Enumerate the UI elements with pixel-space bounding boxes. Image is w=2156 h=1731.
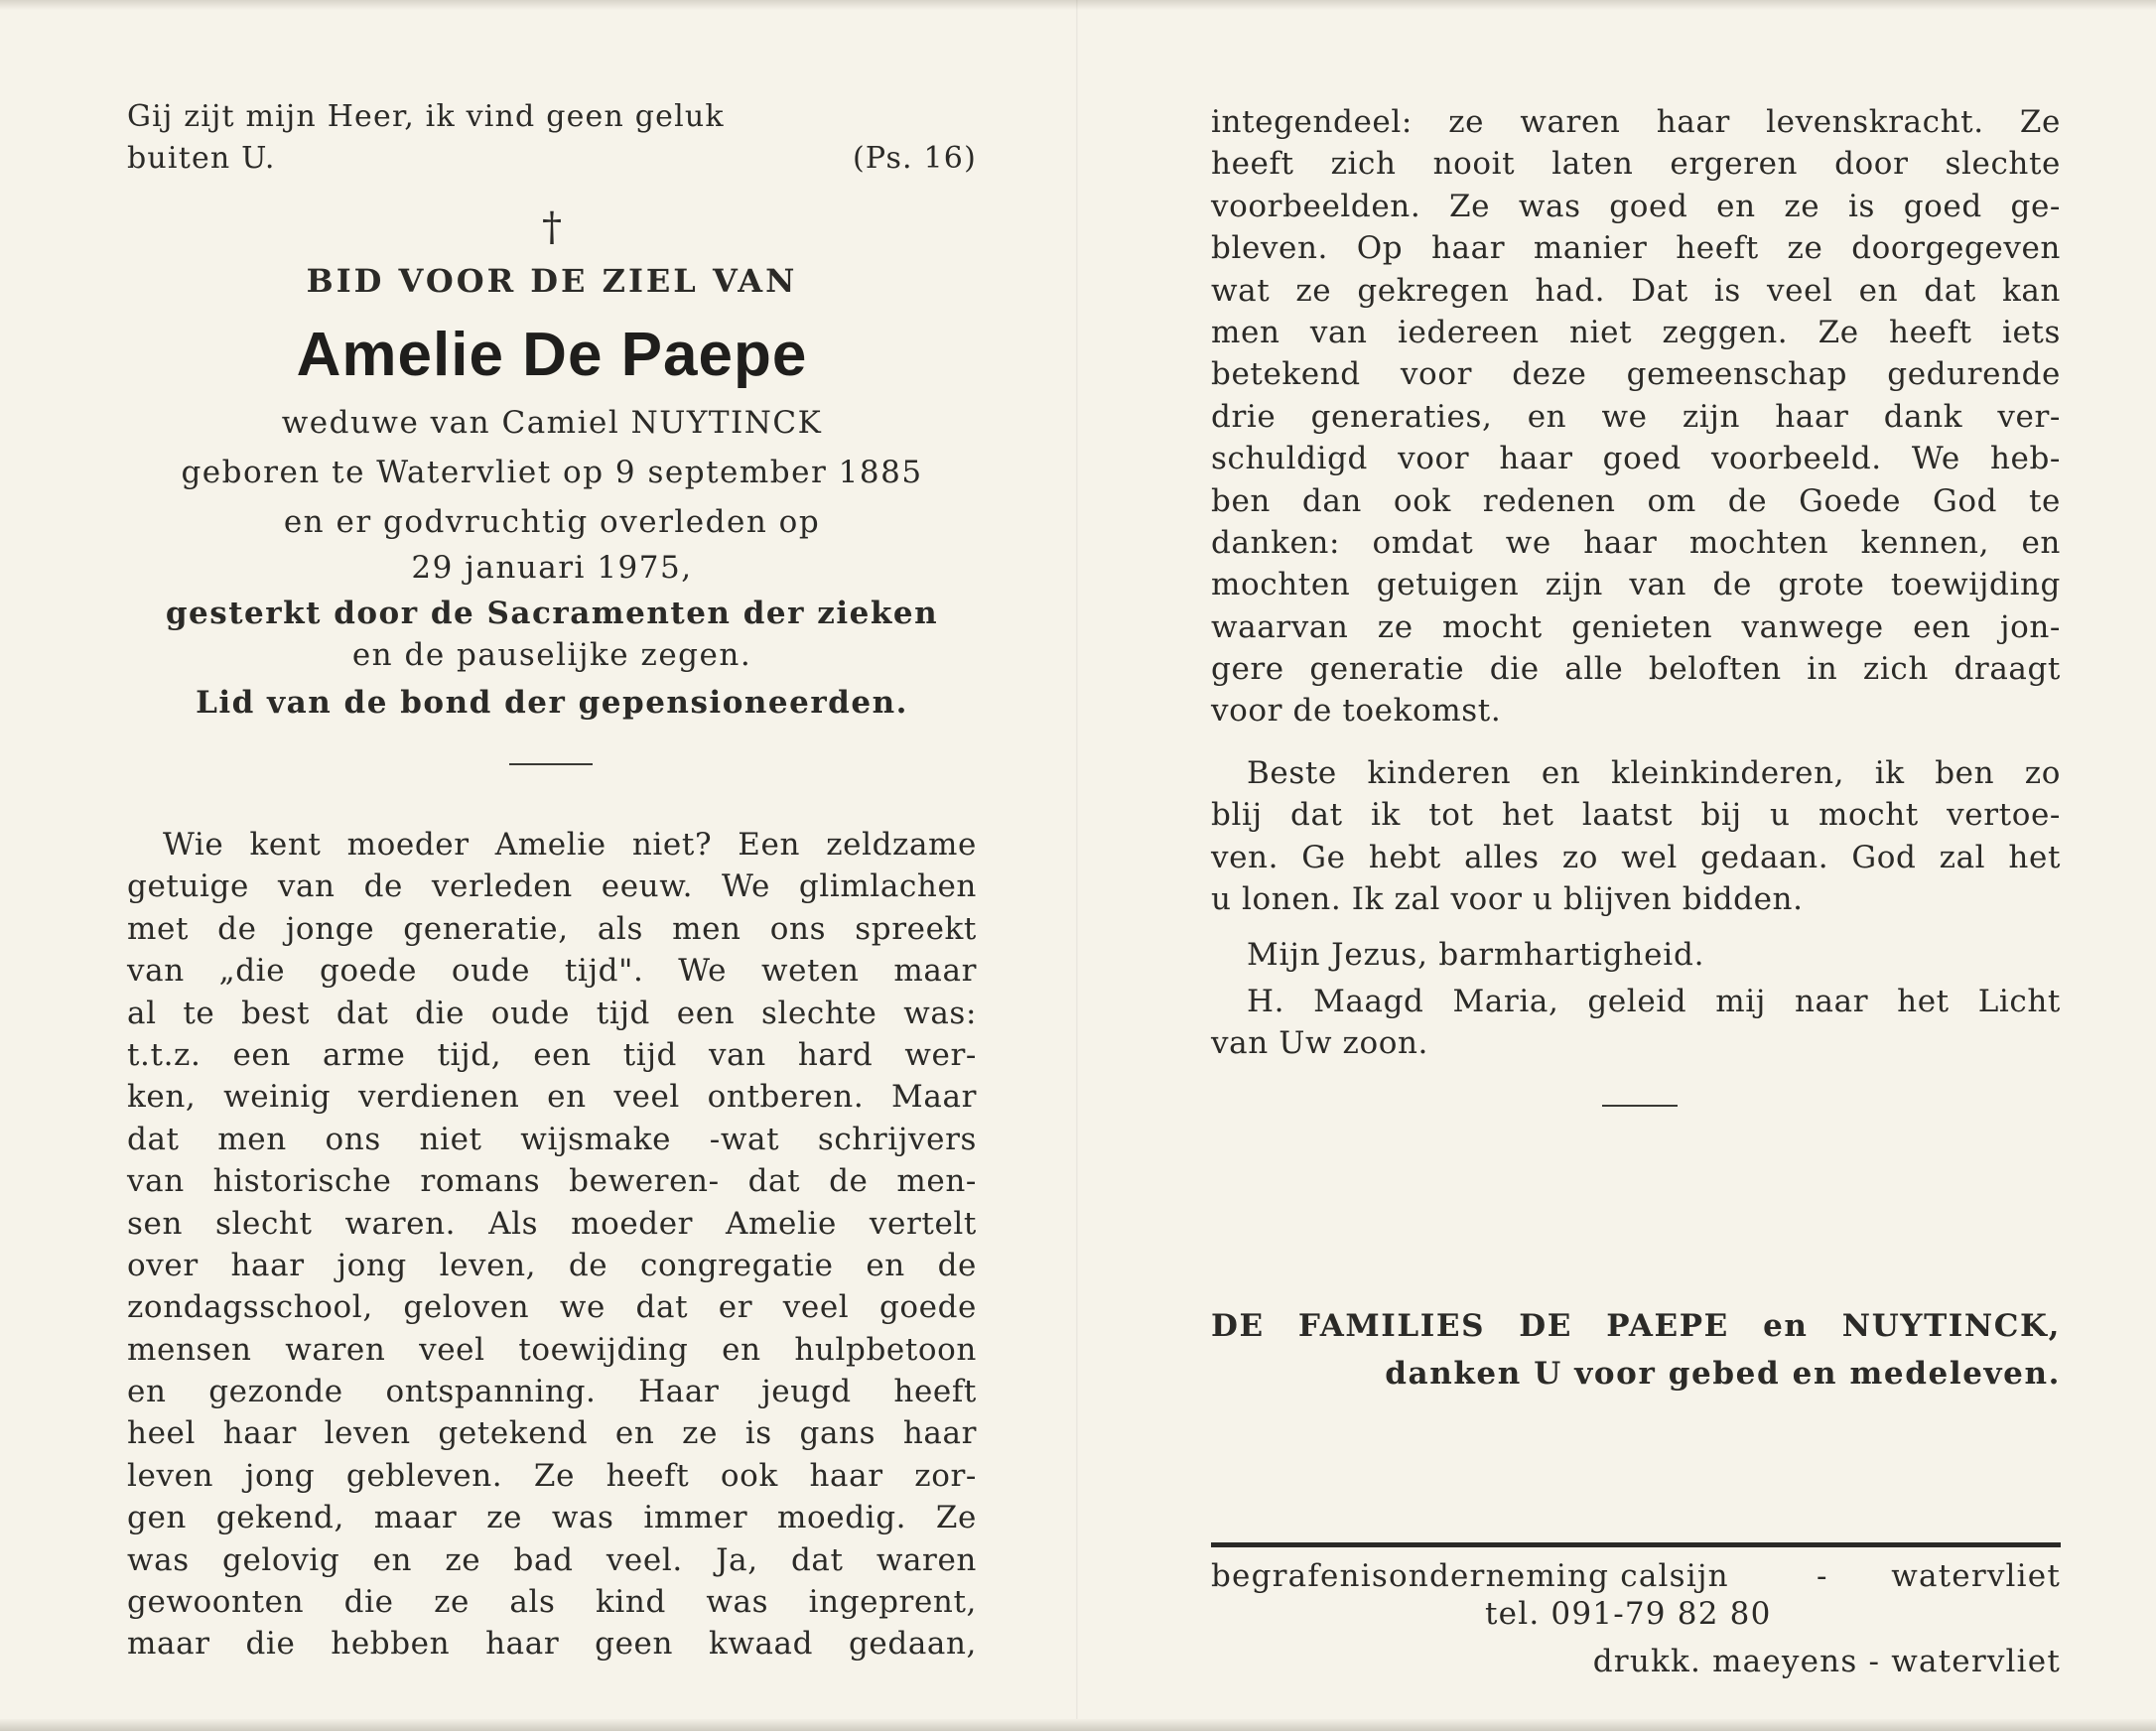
deceased-name: Amelie De Paepe xyxy=(296,321,808,389)
verse-text-1: Gij zijt mijn Heer, ik vind geen geluk xyxy=(127,99,725,134)
tribute-line: waarvan ze mocht genieten vanwege een jon- xyxy=(1211,608,2061,645)
tribute-line: wat ze gekregen had. Dat is veel en dat kan xyxy=(1211,272,2061,309)
prayer-maria xyxy=(1211,981,2061,1065)
tribute-line: zondagsschool, geloven we dat er veel goede xyxy=(127,1289,977,1326)
tribute-line: over haar jong leven, de congregatie en de xyxy=(127,1247,977,1283)
tribute-line: ben dan ook redenen om de Goede God te xyxy=(1211,482,2061,519)
tribute-line: sen slecht waren. Als moeder Amelie vertelt xyxy=(127,1205,977,1242)
children-line: blij dat ik tot het laatst bij u mocht vertoe- xyxy=(1211,797,2061,834)
tribute-line: van historische romans beweren- dat de men- xyxy=(127,1163,977,1200)
tribute-line: en gezonde ontspanning. Haar jeugd heeft xyxy=(127,1374,977,1410)
tribute-line: heeft zich nooit laten ergeren door slechte xyxy=(1211,146,2061,183)
verse-line-2 xyxy=(127,141,977,176)
prayer-line: van Uw zoon. xyxy=(1211,1025,1429,1062)
tribute-line: integendeel: ze waren haar levenskracht. Ze xyxy=(1211,104,2061,140)
undertaker-name: begrafenisonderneming calsijn xyxy=(1211,1558,1729,1594)
children-line: ven. Ge hebt alles zo wel gedaan. God zal het xyxy=(1211,839,2061,875)
children-paragraph xyxy=(1211,752,2061,921)
blessing-line: en de pauselijke zegen. xyxy=(351,637,752,673)
tribute-line: gen gekend, maar ze was immer moedig. Ze xyxy=(127,1500,977,1536)
children-line: u lonen. Ik zal voor u blijven bidden. xyxy=(1211,881,1804,918)
tribute-line: van „die goede oude tijd". We weten maar xyxy=(127,953,977,990)
tribute-line: gere generatie die alle beloften in zich draagt xyxy=(1211,651,2061,688)
tribute-line: danken: omdat we haar mochten kennen, en xyxy=(1211,524,2061,561)
telephone-line: tel. 091-79 82 80 xyxy=(1485,1596,1772,1632)
verse-line-1 xyxy=(127,99,977,134)
card-fold xyxy=(1076,0,1078,1731)
tribute-line: was gelovig en ze bad veel. Ja, dat waren xyxy=(127,1541,977,1578)
cross-icon: † xyxy=(542,204,562,250)
membership-line: Lid van de bond der gepensioneerden. xyxy=(196,685,908,721)
card-top-edge xyxy=(0,0,2156,10)
tribute-line: t.t.z. een arme tijd, een tijd van hard wer- xyxy=(127,1036,977,1073)
tribute-line: dat men ons niet wijsmake -wat schrijvers xyxy=(127,1121,977,1157)
death-line-2: 29 januari 1975, xyxy=(411,550,693,586)
tribute-line: drie generaties, en we zijn haar dank ver- xyxy=(1211,398,2061,435)
tribute-line: mensen waren veel toewijding en hulpbetoon xyxy=(127,1331,977,1368)
undertaker-separator: - xyxy=(1817,1558,1828,1594)
tribute-line: Wie kent moeder Amelie niet? Een zeldzame xyxy=(163,827,977,863)
verse-reference: (Ps. 16) xyxy=(852,141,977,176)
undertaker-line xyxy=(1211,1558,2061,1594)
tribute-line: met de jonge generatie, als men ons spreekt xyxy=(127,910,977,947)
undertaker-place: watervliet xyxy=(1891,1558,2061,1594)
prayer-line: H. Maagd Maria, geleid mij naar het Licht xyxy=(1247,984,2061,1019)
tribute-line: heel haar leven getekend en ze is gans haar xyxy=(127,1415,977,1452)
divider-left xyxy=(509,763,593,765)
tribute-line: schuldigd voor haar goed voorbeeld. We heb- xyxy=(1211,441,2061,477)
prayer-heading: BID VOOR DE ZIEL VAN xyxy=(306,262,798,300)
families-line: DE FAMILIES DE PAEPE en NUYTINCK, xyxy=(1211,1308,2061,1344)
thanks-line: danken U voor gebed en medeleven. xyxy=(1385,1356,2061,1392)
tribute-line: getuige van de verleden eeuw. We glimlachen xyxy=(127,868,977,905)
tribute-line: al te best dat die oude tijd een slechte was: xyxy=(127,995,977,1031)
divider-right xyxy=(1602,1105,1678,1107)
printer-line: drukk. maeyens - watervliet xyxy=(1592,1644,2061,1679)
tribute-line: bleven. Op haar manier heeft ze doorgegeven xyxy=(1211,230,2061,267)
prayer-jesus: Mijn Jezus, barmhartigheid. xyxy=(1247,937,1705,973)
tribute-line: leven jong gebleven. Ze heeft ook haar zor- xyxy=(127,1457,977,1494)
tribute-line: men van iedereen niet zeggen. Ze heeft iets xyxy=(1211,314,2061,350)
tribute-line: mochten getuigen zijn van de grote toewijding xyxy=(1211,567,2061,603)
tribute-line: gewoonten die ze als kind was ingeprent, xyxy=(127,1584,977,1621)
verse-text-2: buiten U. xyxy=(127,141,276,176)
tribute-line: betekend voor deze gemeenschap gedurende xyxy=(1211,356,2061,393)
tribute-paragraph-left xyxy=(127,824,977,1665)
tribute-line: maar die hebben haar geen kwaad gedaan, xyxy=(127,1626,977,1663)
death-line-1: en er godvruchtig overleden op xyxy=(283,504,821,540)
tribute-paragraph-right xyxy=(1211,101,2061,732)
footer-rule xyxy=(1211,1542,2061,1547)
tribute-line: voor de toekomst. xyxy=(1211,693,1502,730)
tribute-line: ken, weinig verdienen en veel ontberen. Maar xyxy=(127,1079,977,1116)
tribute-line: voorbeelden. Ze was goed en ze is goed ge- xyxy=(1211,188,2061,224)
children-line: Beste kinderen en kleinkinderen, ik ben zo xyxy=(1247,755,2061,791)
widow-line: weduwe van Camiel NUYTINCK xyxy=(281,405,823,441)
card-bottom-edge xyxy=(0,1719,2156,1731)
sacraments-line: gesterkt door de Sacramenten der zieken xyxy=(165,596,939,631)
birth-line: geboren te Watervliet op 9 september 1885 xyxy=(181,455,923,490)
